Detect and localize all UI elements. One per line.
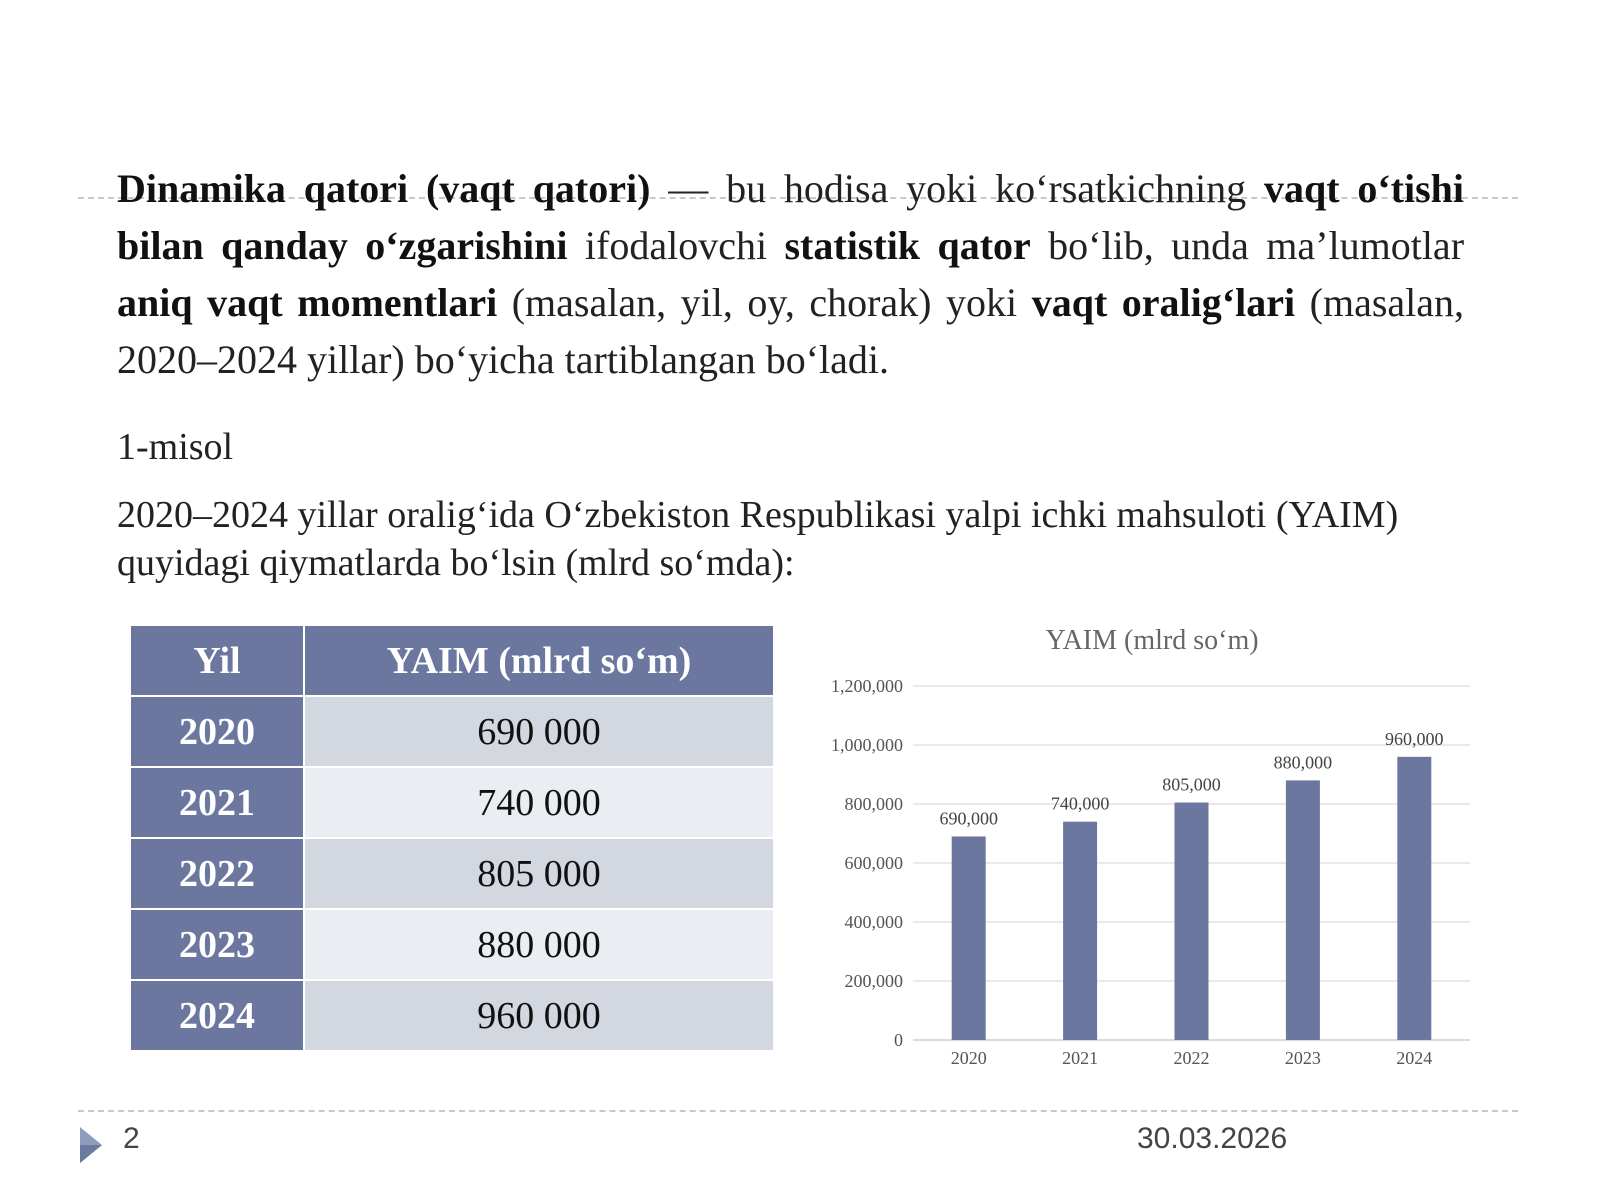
row-year: 2023 <box>130 909 304 980</box>
x-tick-label: 2024 <box>1396 1048 1433 1068</box>
term-statistik-qator: statistik qator <box>784 223 1031 268</box>
bar <box>1397 757 1431 1040</box>
term-aniq-vaqt-momentlari: aniq vaqt momentlari <box>117 280 498 325</box>
data-label: 960,000 <box>1385 728 1444 749</box>
term-dinamika-qatori: Dinamika qatori (vaqt qatori) <box>117 166 651 211</box>
slide-number: 2 <box>123 1122 140 1155</box>
row-value: 960 000 <box>304 980 774 1051</box>
bar <box>1175 803 1209 1040</box>
data-label: 690,000 <box>939 808 998 829</box>
x-tick-label: 2021 <box>1062 1048 1099 1068</box>
header-year: Yil <box>130 625 304 696</box>
x-tick-label: 2023 <box>1284 1048 1321 1068</box>
slide-date: 30.03.2026 <box>1137 1122 1288 1155</box>
data-label: 880,000 <box>1273 752 1333 773</box>
table-row <box>130 767 774 838</box>
definition-paragraph <box>117 160 1464 388</box>
y-tick-label: 1,000,000 <box>831 735 903 755</box>
table-row <box>130 696 774 767</box>
data-label: 805,000 <box>1162 774 1221 795</box>
row-value: 740 000 <box>304 767 774 838</box>
table-row <box>130 980 774 1051</box>
bar <box>952 836 986 1040</box>
row-value: 880 000 <box>304 909 774 980</box>
bottom-divider <box>78 1110 1518 1112</box>
table-row <box>130 909 774 980</box>
term-vaqt-otishi: vaqt o‘tishi bilan qanday o‘zgarishini <box>117 166 1465 268</box>
y-tick-label: 600,000 <box>844 853 903 873</box>
table-header-row <box>130 625 774 696</box>
example-text: 2020–2024 yillar oralig‘ida O‘zbekiston Respublikasi yalpi ichki mahsuloti (YAIM) quyidagi qiymatlarda bo‘lsin (mlrd so‘mda): <box>117 494 1399 584</box>
gdp-bar-chart <box>825 618 1475 1078</box>
term-vaqt-oraliglari: vaqt oralig‘lari <box>1031 280 1296 325</box>
example-label: 1-misol <box>117 426 234 468</box>
definition-text: (masalan, 2020–2024 yillar) bo‘yicha tartiblangan bo‘ladi. <box>117 280 1465 382</box>
bar <box>1286 780 1320 1040</box>
definition-text: (masalan, yil, oy, chorak) yoki <box>497 280 1032 325</box>
table-row <box>130 838 774 909</box>
row-year: 2022 <box>130 838 304 909</box>
y-tick-label: 0 <box>894 1030 903 1050</box>
x-tick-label: 2022 <box>1173 1048 1210 1068</box>
header-gdp: YAIM (mlrd so‘m) <box>304 625 774 696</box>
slide-marker-icon <box>78 1125 104 1165</box>
definition-text: bo‘lib, unda ma’lumotlar <box>1030 223 1465 268</box>
data-label: 740,000 <box>1050 793 1110 814</box>
row-value: 690 000 <box>304 696 774 767</box>
y-tick-label: 800,000 <box>844 794 903 814</box>
definition-text: — bu hodisa yoki ko‘rsatkichning <box>650 166 1264 211</box>
row-value: 805 000 <box>304 838 774 909</box>
gdp-table <box>129 624 775 1052</box>
row-year: 2024 <box>130 980 304 1051</box>
row-year: 2021 <box>130 767 304 838</box>
y-tick-label: 1,200,000 <box>831 676 903 696</box>
chart-title: YAIM (mlrd so‘m) <box>1045 625 1259 656</box>
x-tick-label: 2020 <box>950 1048 987 1068</box>
y-tick-label: 400,000 <box>844 912 903 932</box>
definition-text: ifodalovchi <box>567 223 785 268</box>
bar <box>1063 822 1097 1040</box>
y-tick-label: 200,000 <box>844 971 903 991</box>
row-year: 2020 <box>130 696 304 767</box>
